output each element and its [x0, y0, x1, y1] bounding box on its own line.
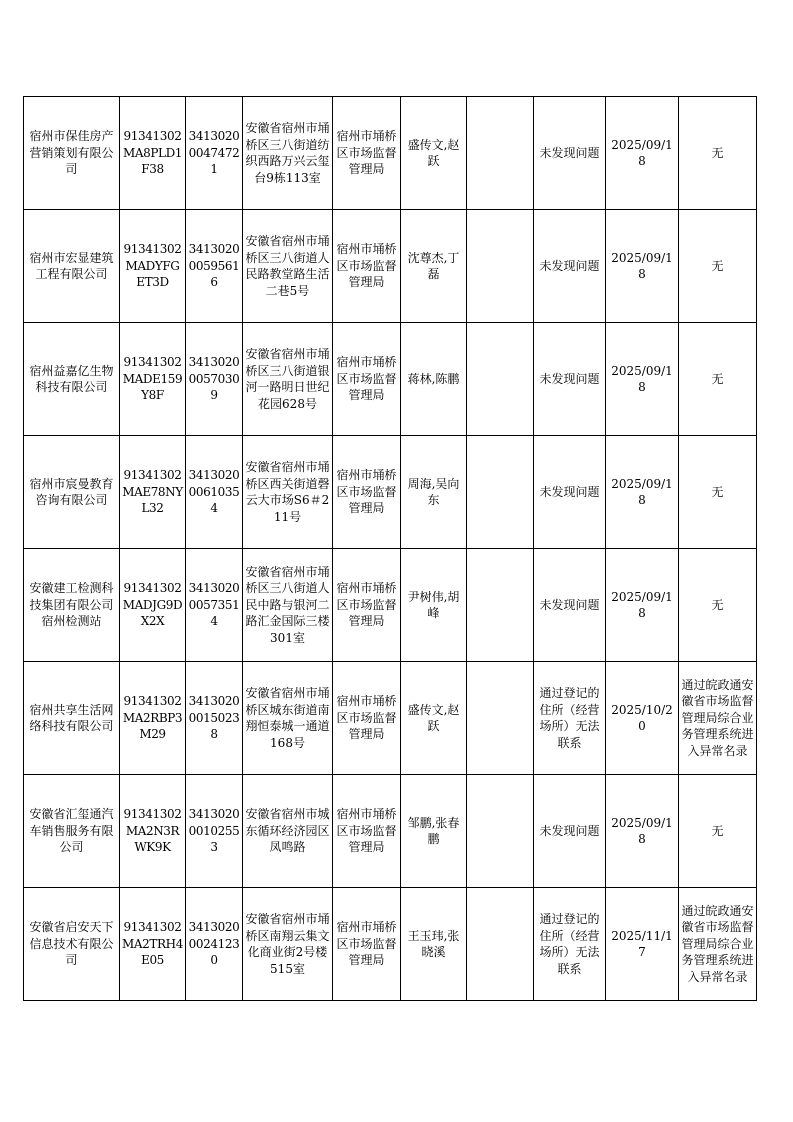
date-cell: 2025/09/18	[606, 323, 679, 436]
handling-cell: 无	[679, 210, 757, 323]
credit-code-cell: 91341302MA2N3RWK9K	[120, 775, 186, 888]
inspectors-cell: 盛传文,赵跃	[401, 97, 467, 210]
inspectors-cell: 尹树伟,胡峰	[401, 549, 467, 662]
handling-cell: 通过皖政通安徽省市场监督管理局综合业务管理系统进入异常名录	[679, 662, 757, 775]
company-name-cell: 宿州市宸曼教育咨询有限公司	[24, 436, 120, 549]
table-row	[24, 662, 757, 775]
date-cell: 2025/09/18	[606, 775, 679, 888]
blank-cell	[467, 549, 534, 662]
handling-cell: 通过皖政通安徽省市场监督管理局综合业务管理系统进入异常名录	[679, 888, 757, 1001]
table-row	[24, 97, 757, 210]
registration-number-cell: 341302000150238	[186, 662, 243, 775]
table-row	[24, 436, 757, 549]
credit-code-cell: 91341302MA8PLD1F38	[120, 97, 186, 210]
authority-cell: 宿州市埇桥区市场监督管理局	[333, 210, 401, 323]
credit-code-cell: 91341302MADJG9DX2X	[120, 549, 186, 662]
credit-code-cell: 91341302MADE159Y8F	[120, 323, 186, 436]
registration-number-cell: 341302000570309	[186, 323, 243, 436]
registration-number-cell: 341302000573514	[186, 549, 243, 662]
address-cell: 安徽省宿州市埇桥区三八街道银河一路明日世纪花园628号	[243, 323, 333, 436]
authority-cell: 宿州市埇桥区市场监督管理局	[333, 549, 401, 662]
handling-cell: 无	[679, 549, 757, 662]
address-cell: 安徽省宿州市城东循环经济园区凤鸣路	[243, 775, 333, 888]
result-cell: 未发现问题	[534, 97, 606, 210]
registration-number-cell: 341302000595616	[186, 210, 243, 323]
date-cell: 2025/10/20	[606, 662, 679, 775]
authority-cell: 宿州市埇桥区市场监督管理局	[333, 97, 401, 210]
blank-cell	[467, 662, 534, 775]
credit-code-cell: 91341302MA2RBP3M29	[120, 662, 186, 775]
table-row	[24, 210, 757, 323]
address-cell: 安徽省宿州市埇桥区三八街道人民路教堂路生活二巷5号	[243, 210, 333, 323]
inspectors-cell: 邹鹏,张春鹏	[401, 775, 467, 888]
blank-cell	[467, 775, 534, 888]
blank-cell	[467, 97, 534, 210]
inspectors-cell: 沈尊杰,丁磊	[401, 210, 467, 323]
result-cell: 未发现问题	[534, 323, 606, 436]
table-row	[24, 888, 757, 1001]
company-name-cell: 宿州共享生活网络科技有限公司	[24, 662, 120, 775]
address-cell: 安徽省宿州市埇桥区西关街道磬云大市场S6＃211号	[243, 436, 333, 549]
credit-code-cell: 91341302MADYFGET3D	[120, 210, 186, 323]
authority-cell: 宿州市埇桥区市场监督管理局	[333, 662, 401, 775]
date-cell: 2025/11/17	[606, 888, 679, 1001]
authority-cell: 宿州市埇桥区市场监督管理局	[333, 436, 401, 549]
credit-code-cell: 91341302MA2TRH4E05	[120, 888, 186, 1001]
registration-number-cell: 341302000241230	[186, 888, 243, 1001]
handling-cell: 无	[679, 775, 757, 888]
result-cell: 未发现问题	[534, 775, 606, 888]
date-cell: 2025/09/18	[606, 210, 679, 323]
inspectors-cell: 蒋林,陈鹏	[401, 323, 467, 436]
handling-cell: 无	[679, 323, 757, 436]
authority-cell: 宿州市埇桥区市场监督管理局	[333, 323, 401, 436]
credit-code-cell: 91341302MAE78NYL32	[120, 436, 186, 549]
company-name-cell: 安徽建工检测科技集团有限公司宿州检测站	[24, 549, 120, 662]
company-name-cell: 安徽省启安天下信息技术有限公司	[24, 888, 120, 1001]
blank-cell	[467, 323, 534, 436]
company-name-cell: 宿州益嘉亿生物科技有限公司	[24, 323, 120, 436]
blank-cell	[467, 210, 534, 323]
date-cell: 2025/09/18	[606, 549, 679, 662]
authority-cell: 宿州市埇桥区市场监督管理局	[333, 775, 401, 888]
blank-cell	[467, 436, 534, 549]
result-cell: 通过登记的住所（经营场所）无法联系	[534, 888, 606, 1001]
address-cell: 安徽省宿州市埇桥区南翔云集文化商业街2号楼515室	[243, 888, 333, 1001]
inspectors-cell: 盛传文,赵跃	[401, 662, 467, 775]
result-cell: 未发现问题	[534, 210, 606, 323]
table-row	[24, 323, 757, 436]
table-row	[24, 775, 757, 888]
date-cell: 2025/09/18	[606, 97, 679, 210]
registration-number-cell: 341302000474721	[186, 97, 243, 210]
address-cell: 安徽省宿州市埇桥区三八街道人民中路与银河二路汇金国际三楼301室	[243, 549, 333, 662]
date-cell: 2025/09/18	[606, 436, 679, 549]
inspection-records-table	[23, 96, 757, 1001]
result-cell: 未发现问题	[534, 436, 606, 549]
result-cell: 通过登记的住所（经营场所）无法联系	[534, 662, 606, 775]
authority-cell: 宿州市埇桥区市场监督管理局	[333, 888, 401, 1001]
company-name-cell: 安徽省汇玺通汽车销售服务有限公司	[24, 775, 120, 888]
handling-cell: 无	[679, 436, 757, 549]
table-body	[24, 97, 757, 1001]
table-row	[24, 549, 757, 662]
blank-cell	[467, 888, 534, 1001]
handling-cell: 无	[679, 97, 757, 210]
company-name-cell: 宿州市保佳房产营销策划有限公司	[24, 97, 120, 210]
result-cell: 未发现问题	[534, 549, 606, 662]
inspectors-cell: 周海,吴向东	[401, 436, 467, 549]
address-cell: 安徽省宿州市埇桥区城东街道南翔恒泰城一通道168号	[243, 662, 333, 775]
company-name-cell: 宿州市宏显建筑工程有限公司	[24, 210, 120, 323]
registration-number-cell: 341302000102553	[186, 775, 243, 888]
address-cell: 安徽省宿州市埇桥区三八街道纺织西路万兴云玺台9栋113室	[243, 97, 333, 210]
inspectors-cell: 王玉玮,张晓溪	[401, 888, 467, 1001]
registration-number-cell: 341302000610354	[186, 436, 243, 549]
